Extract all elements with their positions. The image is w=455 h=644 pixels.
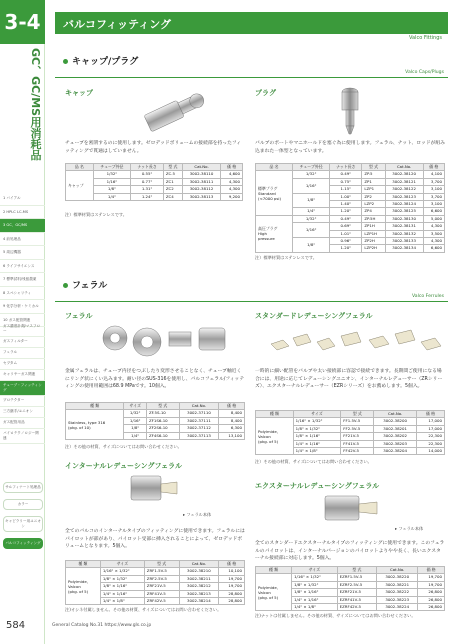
th: 価 格 (418, 567, 445, 574)
subnav-item[interactable]: セプタム (0, 359, 45, 370)
plug-description: バルブのポートやマニホールドを塞ぐ為に使用します。フェラル、ナット、ロッドが組み込まれた一体型となっています。 (255, 141, 446, 154)
cell: 3002-38113 (182, 193, 220, 200)
cell: 1/8" × 1/16" (293, 433, 341, 440)
th: 種 類 (66, 561, 101, 568)
cell: 1/4" (93, 193, 131, 200)
cell: EZRF42V-5 (337, 604, 377, 611)
cell: 3002-38130 (385, 215, 423, 222)
th: Cat.No. (385, 164, 423, 171)
cell: 19,700 (219, 575, 245, 582)
th: 型 式 (341, 411, 374, 418)
group-label: 標準プラグ (258, 185, 278, 191)
cell: 4,300 (221, 178, 243, 185)
cell: ZF4S6-10 (146, 432, 179, 439)
cell: ZF.5S-10 (146, 410, 179, 417)
table-row (66, 171, 243, 178)
cell: 3002-38210 (179, 568, 219, 575)
nav-item[interactable]: 8 スペシャリティ (0, 287, 45, 301)
cell: ZP4 (362, 208, 385, 215)
cell (66, 568, 101, 605)
th: 型 式 (144, 561, 179, 568)
cell: 3002-38124 (385, 201, 423, 208)
cell: 0.69" (330, 223, 362, 230)
cell: 3,500 (423, 230, 444, 237)
nav-item-active[interactable]: 3 GC、GC/MS (0, 219, 45, 233)
cell: 3002-38133 (385, 238, 423, 245)
cell: 8,400 (219, 417, 245, 424)
erf-image (285, 492, 395, 532)
type-label: Polyimide, (258, 584, 279, 590)
th: 種 類 (66, 403, 124, 410)
cell (66, 410, 124, 440)
cell: 6,600 (423, 208, 444, 215)
nav-item[interactable]: 7 標準試料/残留農薬 (0, 273, 45, 287)
cell: 1/16" (93, 178, 131, 185)
cell: ZP1 (362, 178, 385, 185)
cell: 6,300 (219, 425, 245, 432)
cell (256, 215, 293, 252)
cell: 0.55" (131, 171, 164, 178)
cell: 1.31" (131, 186, 164, 193)
side-button[interactable]: サルフィナート処理品 (3, 482, 43, 493)
cell: ZC1 (163, 178, 182, 185)
table-row (256, 171, 445, 178)
subnav-item[interactable]: ガス濃度計測/マスフロー (0, 322, 45, 337)
subnav-item-active[interactable]: チューブ・フィッティング (0, 381, 45, 396)
type-label: (pkg. of 5) (68, 588, 89, 594)
cell: EZRF1.5V-5 (337, 574, 377, 581)
ferrule-image (95, 318, 235, 360)
cell: 26,800 (418, 589, 445, 596)
side-button[interactable]: カラー (3, 499, 43, 510)
cell: ZRF2.5V-5 (144, 575, 179, 582)
erf-description: 全てのスタンダードエクスターナルタイプのフィッティングに使用できます。このフェラルのパイロットは、インターナルバージョンのパイロットよりやや長く、長いエクスターナル接続部に対応します。5個入。 (255, 541, 445, 561)
cell: 0.49" (330, 171, 362, 178)
page-number: 584 (6, 620, 26, 631)
irf-description: 全てのバルコのインターナルタイプのフィッティングに使用できます。フェラルにはパイロットが部があり、パイロット受部に挿入されることによって、ゼロデッドボリュームとなります。5個入。 (65, 529, 245, 549)
cell (256, 418, 294, 455)
cell: 3002-38223 (377, 596, 418, 603)
cell: 3,100 (423, 201, 444, 208)
cell: 26,800 (418, 604, 445, 611)
th: 価 格 (423, 164, 444, 171)
cell: 1/8" (93, 186, 131, 193)
cell: 3002-38200 (374, 418, 417, 425)
cell: 19,700 (418, 581, 445, 588)
cell: ZP2H (362, 238, 385, 245)
cell: ZC.5 (163, 171, 182, 178)
cell: 3002-37113 (179, 432, 219, 439)
ferrule-description: 金属フェラルは、チューブ内径をつぶしたり変形させることなく、チューブ軸近くにリング状にくい込みます。耐い径のSUS-316を使用し、バルコフェラル/フィッティングの使用用範囲は68.9 MPaです。10個入。 (65, 369, 245, 389)
group-label: (<7000 psi) (258, 195, 282, 201)
cell: 10,100 (219, 568, 245, 575)
cell: 3,100 (423, 186, 444, 193)
category-nav (0, 192, 45, 327)
cell: 3002-38125 (385, 208, 423, 215)
side-button[interactable]: キャピラリー用ユニオン (3, 516, 43, 532)
nav-item[interactable]: 6 ライフサイエンス (0, 260, 45, 274)
cell: 0.75" (330, 178, 362, 185)
section-title-en: Valco Ferrules (412, 294, 444, 299)
th: チューブ外径 (93, 164, 131, 171)
cell: FF1.5V-5 (341, 418, 374, 425)
cell: 3002-38122 (385, 186, 423, 193)
cell: 1/4" × 1/16" (100, 590, 144, 597)
cell: 1/32" (93, 171, 131, 178)
nav-item[interactable]: 10 ガス配管関連 (0, 314, 45, 328)
cell: 4,300 (423, 238, 444, 245)
th: Cat.No. (179, 403, 219, 410)
plug-heading: プラグ (255, 89, 276, 97)
cell: 1/8" × 1/16" (100, 583, 144, 590)
srf-description: 一時的に細い配管をバルブや太い接続部に容認で接続できます。長期間ご使用になる場合には、用途に応じてレデューシングユニオン、インターナルレデューサー（ZRシリーズ）、エクスターナルレデューサー（EZRシリーズ）をお薦めします。5個入。 (255, 369, 443, 389)
cell: 1/16" (124, 417, 147, 424)
srf-heading: スタンダードレデューシングフェラル (255, 312, 373, 320)
cell: 1/8" (293, 193, 330, 208)
cell: 4,600 (221, 171, 243, 178)
cell: 6,600 (423, 245, 444, 252)
cell: 1/4" × 1/8" (292, 604, 338, 611)
cell: 1/4" × 1/8" (100, 598, 144, 605)
nav-item[interactable]: 2 HPLC LC-MS (0, 206, 45, 220)
th: 型 式 (146, 403, 179, 410)
cell: 1/4" × 1/8" (293, 448, 341, 455)
th: 価 格 (417, 411, 445, 418)
cell: 3002-38123 (385, 193, 423, 200)
cap-note: 注）標準材質はステンレスです。 (65, 212, 127, 217)
cell: 0.77" (131, 178, 164, 185)
srf-table (255, 410, 445, 455)
cell: 3002-38112 (182, 186, 220, 193)
ferrule-note: 注）その他の材質、サイズについてはお問い合わせください。 (65, 444, 182, 449)
table-row (256, 215, 445, 222)
cell: 4,300 (423, 223, 444, 230)
group-label: pressure (258, 236, 275, 242)
nav-item[interactable]: 1 バイアル (0, 192, 45, 206)
section-title: フェラル (63, 278, 107, 291)
cell: 1/16" × 1/32" (100, 568, 144, 575)
side-button-active[interactable]: バルコフィッティング (3, 538, 43, 549)
type-label: (pkg. of 10) (68, 424, 91, 430)
plug-image (320, 84, 380, 140)
cell: 3002-38121 (385, 178, 423, 185)
cell: 3002-38111 (182, 178, 220, 185)
cell: 3002-37112 (179, 425, 219, 432)
ferrule-heading: フェラル (65, 312, 93, 320)
cell: 3002-38214 (179, 598, 219, 605)
th: Cat.No. (182, 164, 220, 171)
cell: 28,800 (219, 598, 245, 605)
cell: 1/8" × 1/32" (293, 425, 341, 432)
cell: 3002-38134 (385, 245, 423, 252)
cell: EZRF2.5V-5 (337, 581, 377, 588)
type-label: (pkg. of 5) (258, 594, 279, 600)
cell: EZRF41V-5 (337, 596, 377, 603)
th: チューブ外径 (293, 164, 330, 171)
nav-item[interactable]: 5 周辺機器 (0, 246, 45, 260)
table-row (256, 418, 445, 425)
cell: EZRF21V-5 (337, 589, 377, 596)
cell: 1/32" (124, 410, 147, 417)
cell: 1/4" × 1/16" (292, 596, 338, 603)
cell: 1/32" (293, 171, 330, 178)
cell: 22,300 (417, 433, 445, 440)
cap-image (135, 86, 215, 136)
section-number: 3-4 (0, 0, 45, 44)
th: サイズ (293, 411, 341, 418)
cell: 1.20" (330, 245, 362, 252)
group-label: 高圧プラグ (258, 226, 278, 232)
cell: 1.24" (131, 193, 164, 200)
cell: ZRF42V-5 (144, 598, 179, 605)
erf-table (255, 566, 445, 611)
subnav-item[interactable]: バイロテクノロジー関連 (0, 429, 45, 444)
group-label: High (258, 231, 267, 237)
th: 価 格 (221, 164, 243, 171)
cell: ZRF41V-5 (144, 590, 179, 597)
srf-image (265, 320, 445, 364)
cell: 3002-38204 (374, 448, 417, 455)
cell: ZF1S6-10 (146, 417, 179, 424)
cell: 3002-38213 (179, 590, 219, 597)
cell: 22,300 (417, 440, 445, 447)
irf-note: 注)オシネ付属しません。その他の材質、サイズについてはお問い合わせください。 (65, 607, 222, 612)
divider (55, 77, 448, 78)
cap-table (65, 163, 243, 201)
cell: 17,000 (417, 425, 445, 432)
irf-heading: インターナルレデューシングフェラル (65, 462, 182, 470)
cell: 0.96" (330, 238, 362, 245)
type-label: Valcon (258, 433, 271, 439)
erf-label-text: フェラル本体 (398, 526, 424, 531)
cell: 1.15" (330, 186, 362, 193)
cell: 1/4" (293, 208, 330, 215)
cell: ZRF21V-5 (144, 583, 179, 590)
cell: 1/8" × 1/32" (292, 581, 338, 588)
footer-text: General Catalog No.31 https://www.gls.co.jp (52, 623, 152, 628)
th: サイズ (124, 403, 147, 410)
cell: 3002-37110 (179, 410, 219, 417)
cell: 3002-38220 (377, 574, 418, 581)
th: Cat.No. (179, 561, 219, 568)
vertical-title: GC、GC/MS用消耗品 (29, 48, 42, 161)
cell: 1/16" (293, 178, 330, 193)
th: ナット長さ (330, 164, 362, 171)
th: 種 類 (256, 567, 292, 574)
subnav-item[interactable]: フェラル (0, 348, 45, 359)
cell: 1.00" (330, 193, 362, 200)
cell: 3002-38201 (374, 425, 417, 432)
type-label: Valcon (68, 583, 81, 589)
group-label: Standard (258, 190, 276, 196)
cell: 14,000 (417, 448, 445, 455)
plug-note: 注）標準材質はステンレスです。 (255, 255, 317, 260)
cell: 1.40" (330, 201, 362, 208)
cap-description: チューブを密閉するのに使用します。ゼロデッドボリュームの接続部を持ったフィッティングで貫通はしていません。 (65, 141, 242, 154)
cell: 1.01" (330, 230, 362, 237)
cell: 3,700 (423, 178, 444, 185)
irf-label: ▸ フェラル本体 (183, 512, 212, 517)
cell: ZF2S6-10 (146, 425, 179, 432)
th: ナット長さ (131, 164, 164, 171)
cell: 4,300 (221, 186, 243, 193)
cell: 3002-38120 (385, 171, 423, 178)
erf-label: ▸ フェラル本体 (395, 526, 424, 531)
th: 価 格 (219, 403, 245, 410)
subnav-item[interactable]: 三方継手/ユニオン (0, 407, 45, 418)
subnav-item[interactable]: ガスフィルター (0, 337, 45, 348)
th: 型 式 (337, 567, 377, 574)
cell: 17,000 (417, 418, 445, 425)
cell: 13,100 (219, 432, 245, 439)
plug-table (255, 163, 445, 253)
erf-note: 注)ナットは付属しません。その他の材質、サイズについてはお問い合わせください。 (255, 613, 416, 618)
cell: 9,200 (221, 193, 243, 200)
cell: 3002-38222 (377, 589, 418, 596)
cell: 1/8" × 1/16" (292, 589, 338, 596)
cell: 1.20" (330, 208, 362, 215)
irf-image (85, 472, 195, 514)
cell: 1/16" × 1/32" (292, 574, 338, 581)
th: 種 類 (256, 411, 294, 418)
cell: 3002-38132 (385, 230, 423, 237)
cell: 1/32" (293, 215, 330, 222)
th: サイズ (292, 567, 338, 574)
cell: 3002-37111 (179, 417, 219, 424)
cell: ZP.5H (362, 215, 385, 222)
nav-item[interactable]: 4 前処理品 (0, 233, 45, 247)
type-label: Polyimide, (68, 578, 89, 584)
th: 品 名 (66, 164, 94, 171)
subcategory-nav (0, 322, 45, 444)
cell: 1/8" (124, 425, 147, 432)
cell: FF21V-5 (341, 433, 374, 440)
irf-table (65, 560, 245, 605)
section-title: キャップ/プラグ (63, 54, 138, 67)
type-label: Polyimide, (258, 428, 279, 434)
cell: 3002-38221 (377, 581, 418, 588)
cell: キャップ (66, 171, 94, 201)
table-row (256, 574, 445, 581)
cell: 3002-38203 (374, 440, 417, 447)
cell: 19,700 (219, 583, 245, 590)
cell: ZC2 (163, 186, 182, 193)
cell: 26,800 (418, 596, 445, 603)
type-label: Valcon (258, 589, 271, 595)
cell: LZP2H (362, 245, 385, 252)
th: 品 名 (256, 164, 293, 171)
cell: 0.49" (330, 215, 362, 222)
cell: 1/4" (124, 432, 147, 439)
th: 型 式 (362, 164, 385, 171)
cell: 4,100 (423, 171, 444, 178)
cell: 8,400 (219, 410, 245, 417)
cell: ZC4 (163, 193, 182, 200)
cell (256, 171, 293, 215)
ferrule-table (65, 402, 245, 440)
cell: 5,000 (423, 215, 444, 222)
type-label: (pkg. of 5) (258, 438, 279, 444)
cell: 1/8" × 1/32" (100, 575, 144, 582)
side-buttons (3, 482, 43, 555)
table-row (66, 410, 245, 417)
cell: LZP2 (362, 201, 385, 208)
cell: FF2.5V-5 (341, 425, 374, 432)
cell: 1/4" × 1/16" (293, 440, 341, 447)
cell: 19,700 (418, 574, 445, 581)
nav-item[interactable]: 9 化学分析・ケミカル (0, 300, 45, 314)
cell: 3002-38202 (374, 433, 417, 440)
cap-heading: キャップ (65, 89, 93, 97)
cell: 3002-38110 (182, 171, 220, 178)
th: サイズ (100, 561, 144, 568)
cell: 1/16" (293, 223, 330, 238)
subnav-item[interactable]: ガス配管用品 (0, 418, 45, 429)
page-title: バルコフィッティング (63, 18, 172, 31)
cell: 3,700 (423, 193, 444, 200)
cell: 3002-38131 (385, 223, 423, 230)
cell: 28,800 (219, 590, 245, 597)
cell: ZP1H (362, 223, 385, 230)
erf-heading: エクスターナルレデューシングフェラル (255, 482, 380, 490)
page-title-en: Valco Fittings (408, 35, 442, 41)
th: 価 格 (219, 561, 245, 568)
cell (256, 574, 292, 611)
cell: 1/16" × 1/32" (293, 418, 341, 425)
cell: 3002-38224 (377, 604, 418, 611)
cell: ZP2 (362, 193, 385, 200)
cell: ZP.5 (362, 171, 385, 178)
cell: FF41V-5 (341, 440, 374, 447)
irf-label-text: フェラル本体 (186, 512, 212, 517)
subnav-item[interactable]: プロテクター (0, 396, 45, 407)
cell: 3002-38211 (179, 575, 219, 582)
subnav-item[interactable]: キャリヤーガス関連 (0, 370, 45, 381)
cell: LZP1 (362, 186, 385, 193)
cell: FF42V-5 (341, 448, 374, 455)
th: Cat.No. (374, 411, 417, 418)
sidebar (0, 0, 45, 644)
type-label: Stainless, type 316 (68, 419, 106, 425)
cell: LZP1H (362, 230, 385, 237)
cell: ZRF1.5V-5 (144, 568, 179, 575)
divider (55, 301, 448, 302)
section-title-en: Valco Caps/Plugs (405, 70, 444, 75)
table-row (66, 568, 245, 575)
cell: 3002-38212 (179, 583, 219, 590)
srf-note: 注）その他の材質、サイズについてはお問い合わせください。 (255, 459, 372, 464)
th: Cat.No. (377, 567, 418, 574)
cell: 1/8" (293, 238, 330, 253)
th: 型 式 (163, 164, 182, 171)
